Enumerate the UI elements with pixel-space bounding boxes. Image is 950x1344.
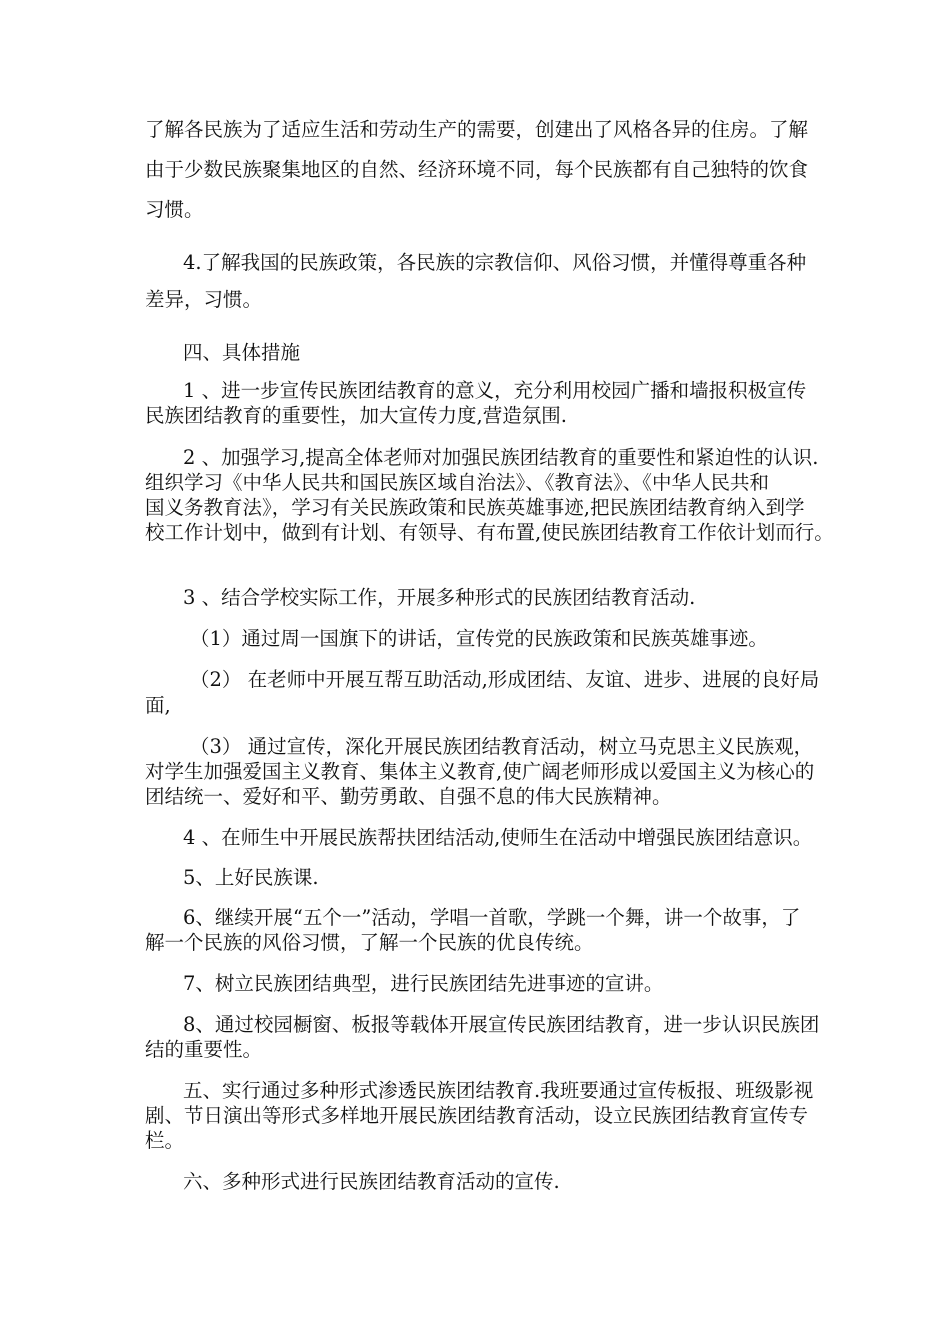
- paragraph-line: 解一个民族的风俗习惯，了解一个民族的优良传统。: [145, 931, 594, 954]
- paragraph-line: 习惯。: [145, 198, 204, 221]
- paragraph-line: 六、多种形式进行民族团结教育活动的宣传.: [183, 1170, 560, 1193]
- paragraph-line: 7、树立民族团结典型，进行民族团结先进事迹的宣讲。: [183, 972, 664, 995]
- paragraph-line: （3） 通过宣传，深化开展民族团结教育活动，树立马克思主义民族观，: [190, 735, 814, 758]
- paragraph-line: 对学生加强爱国主义教育、集体主义教育,使广阔老师形成以爱国主义为核心的: [145, 760, 815, 783]
- paragraph-line: 了解各民族为了适应生活和劳动生产的需要，创建出了风格各异的住房。了解: [145, 118, 809, 141]
- paragraph-line: 栏。: [145, 1129, 185, 1152]
- paragraph-line: 结的重要性。: [145, 1038, 263, 1061]
- paragraph-line: 由于少数民族聚集地区的自然、经济环境不同，每个民族都有自己独特的饮食: [145, 158, 809, 181]
- paragraph-line: （2） 在老师中开展互帮互助活动,形成团结、友谊、进步、进展的良好局: [190, 668, 820, 691]
- paragraph-line: 组织学习《中华人民共和国民族区域自治法》、《教育法》、《中华人民共和: [145, 471, 770, 494]
- paragraph-line: 6、继续开展“五个一”活动，学唱一首歌，学跳一个舞，讲一个故事，了: [183, 906, 801, 929]
- paragraph-line: 2 、加强学习,提高全体老师对加强民族团结教育的重要性和紧迫性的认识.: [183, 446, 819, 469]
- paragraph-line: 3 、结合学校实际工作，开展多种形式的民族团结教育活动.: [183, 586, 696, 609]
- paragraph-line: 1 、进一步宣传民族团结教育的意义，充分利用校园广播和墙报积极宣传: [183, 379, 807, 402]
- paragraph-line: 团结统一、爱好和平、勤劳勇敢、自强不息的伟大民族精神。: [145, 785, 672, 808]
- paragraph-line: 剧、节日演出等形式多样地开展民族团结教育活动，设立民族团结教育宣传专: [145, 1104, 809, 1127]
- paragraph-line: 4 、在师生中开展民族帮扶团结活动,使师生在活动中增强民族团结意识。: [183, 826, 813, 849]
- paragraph-line: 民族团结教育的重要性，加大宣传力度,营造氛围.: [145, 404, 567, 427]
- paragraph-line: 差异，习惯。: [145, 288, 263, 311]
- paragraph-line: 8、通过校园橱窗、板报等载体开展宣传民族团结教育，进一步认识民族团: [183, 1013, 820, 1036]
- paragraph-line: 校工作计划中，做到有计划、有领导、有布置,使民族团结教育工作依计划而行。: [145, 521, 834, 544]
- paragraph-line: （1）通过周一国旗下的讲话，宣传党的民族政策和民族英雄事迹。: [190, 627, 768, 650]
- paragraph-line: 国义务教育法》，学习有关民族政策和民族英雄事迹,把民族团结教育纳入到学: [145, 496, 805, 519]
- paragraph-line: 4.了解我国的民族政策，各民族的宗教信仰、风俗习惯，并懂得尊重各种: [183, 251, 807, 274]
- paragraph-line: 五、实行通过多种形式渗透民族团结教育.我班要通过宣传板报、班级影视: [183, 1079, 814, 1102]
- section-heading: 四、具体措施: [183, 341, 301, 364]
- paragraph-line: 5、上好民族课.: [183, 866, 319, 889]
- paragraph-line: 面,: [145, 694, 171, 717]
